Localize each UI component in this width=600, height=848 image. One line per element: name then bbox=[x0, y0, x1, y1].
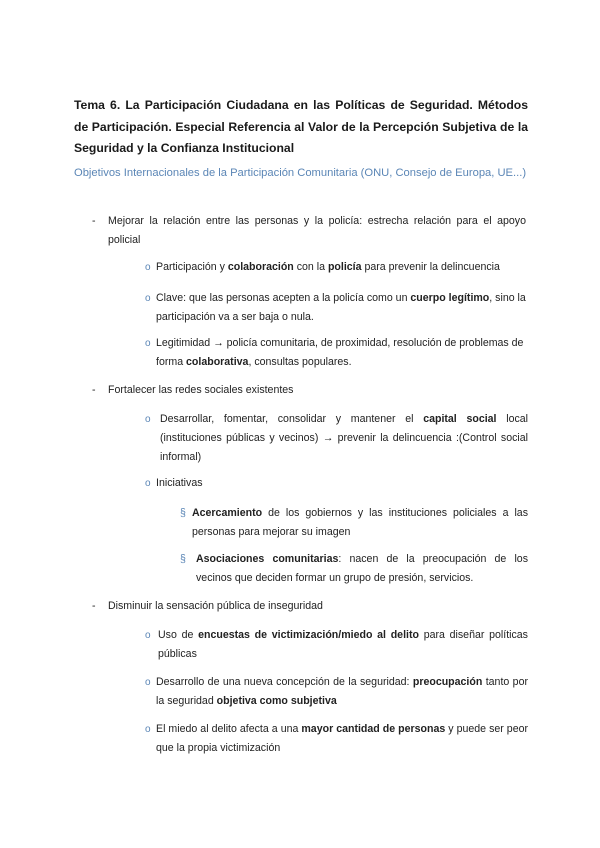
dash-bullet: - bbox=[92, 384, 96, 396]
initiative-outreach: Acercamiento de los gobiernos y las instituciones policiales a las personas para mejorar su imagen bbox=[192, 507, 528, 538]
page-title: Tema 6. La Participación Ciudadana en las Políticas de Seguridad. Métodos de Participación. Especial Referencia al Valor de la Percepción Subjetiva de la Seguridad y la Confianza Institucional bbox=[74, 98, 528, 155]
initiative-community-associations: Asociaciones comunitarias: nacen de la preocupación de los vecinos que deciden formar un grupo de presión, servicios. bbox=[196, 553, 528, 584]
sub-item-new-conception: Desarrollo de una nueva concepción de la seguridad: preocupación tanto por la seguridad objetiva como subjetiva bbox=[156, 676, 528, 707]
sub-item-participation: Participación y colaboración con la policía para prevenir la delincuencia bbox=[156, 261, 500, 273]
section-bullet: § bbox=[180, 507, 186, 519]
circle-bullet: o bbox=[145, 338, 151, 349]
circle-bullet: o bbox=[145, 414, 151, 425]
circle-bullet: o bbox=[145, 677, 151, 688]
sub-item-social-capital: Desarrollar, fomentar, consolidar y mantener el capital social local (instituciones públicas y vecinos) → prevenir la delincuencia :(Control social informal) bbox=[160, 413, 528, 463]
sub-item-surveys: Uso de encuestas de victimización/miedo al delito para diseñar políticas públicas bbox=[158, 629, 528, 660]
list-item-strengthen-networks: Fortalecer las redes sociales existentes bbox=[108, 384, 294, 396]
dash-bullet: - bbox=[92, 600, 96, 612]
circle-bullet: o bbox=[145, 630, 151, 641]
section-subtitle: Objetivos Internacionales de la Participación Comunitaria (ONU, Consejo de Europa, UE...) bbox=[74, 167, 527, 179]
circle-bullet: o bbox=[145, 478, 151, 489]
sub-item-legitimacy: Legitimidad → policía comunitaria, de proximidad, resolución de problemas de forma colaborativa, consultas populares. bbox=[156, 337, 524, 368]
list-item-reduce-insecurity: Disminuir la sensación pública de inseguridad bbox=[108, 600, 323, 612]
sub-item-initiatives: Iniciativas bbox=[156, 477, 203, 489]
sub-item-key-legitimacy: Clave: que las personas acepten a la policía como un cuerpo legítimo, sino la participación va a ser baja o nula. bbox=[156, 292, 526, 323]
circle-bullet: o bbox=[145, 724, 151, 735]
circle-bullet: o bbox=[145, 293, 151, 304]
circle-bullet: o bbox=[145, 262, 151, 273]
dash-bullet: - bbox=[92, 215, 96, 227]
sub-item-fear-of-crime: El miedo al delito afecta a una mayor cantidad de personas y puede ser peor que la propia victimización bbox=[156, 723, 529, 754]
section-bullet: § bbox=[180, 553, 186, 565]
list-item-improve-relations: Mejorar la relación entre las personas y la policía: estrecha relación para el apoyo policial bbox=[108, 215, 526, 246]
